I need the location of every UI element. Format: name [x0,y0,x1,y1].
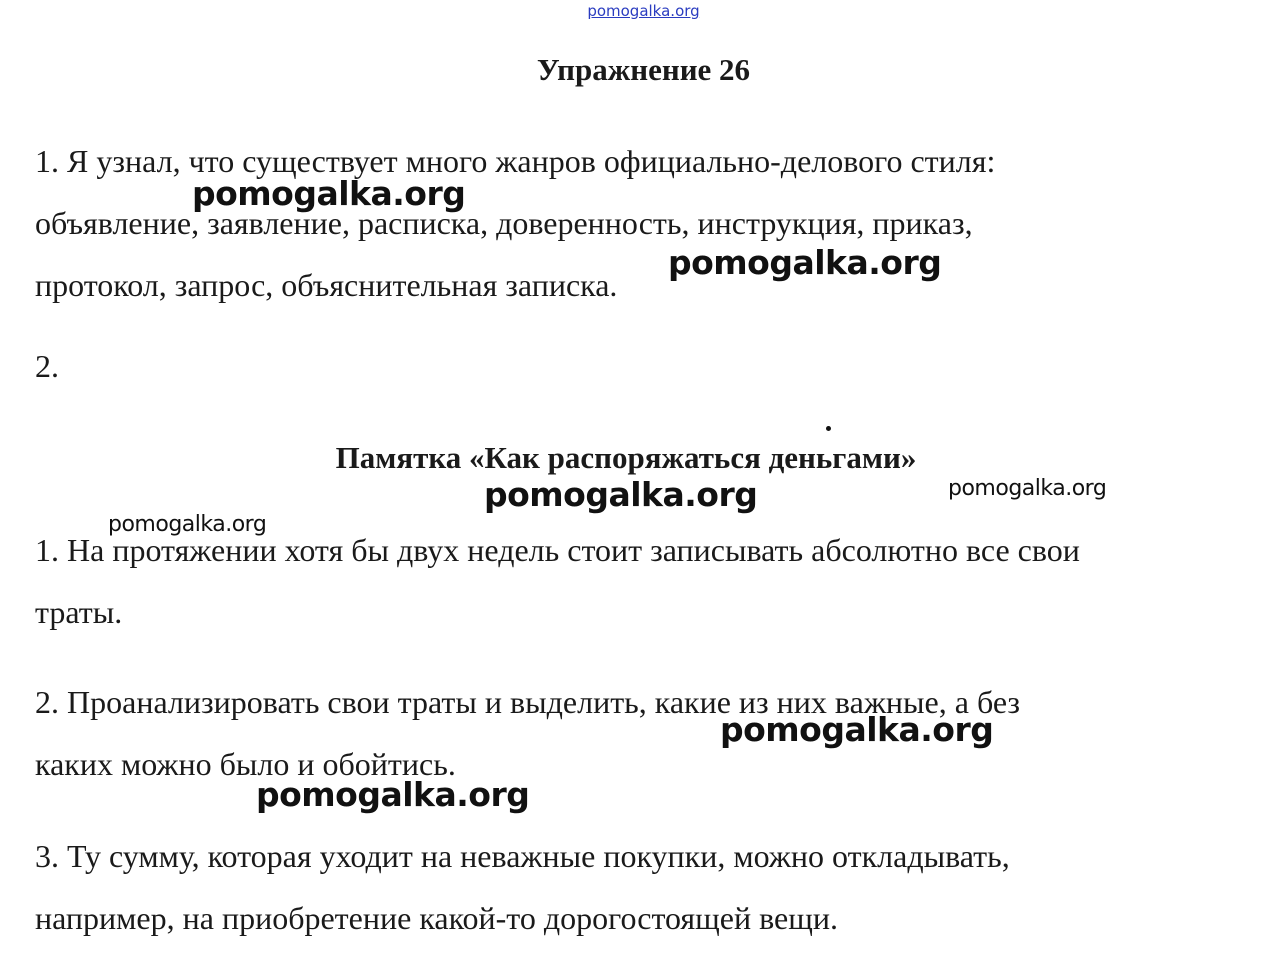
site-link[interactable]: pomogalka.org [587,2,700,20]
stray-dot [826,426,831,431]
memo-line-6: например, на приобретение какой-то дорогостоящей вещи. [35,900,838,936]
item1-line-2: объявление, заявление, расписка, доверенность, инструкция, приказ, [35,205,973,241]
watermark: pomogalka.org [948,476,1107,501]
item1-line-3: протокол, запрос, объяснительная записка. [35,267,618,303]
memo-line-4: каких можно было и обойтись. [35,746,456,782]
watermark: pomogalka.org [192,174,466,213]
watermark: pomogalka.org [720,710,994,749]
memo-line-3: 2. Проанализировать свои траты и выделить, какие из них важные, а без [35,684,1021,720]
item2-label: 2. [35,348,59,384]
watermark: pomogalka.org [256,775,530,814]
item1-line-1: 1. Я узнал, что существует много жанров официально-делового стиля: [35,143,996,179]
memo-line-1: 1. На протяжении хотя бы двух недель стоит записывать абсолютно все свои [35,532,1080,568]
watermark: pomogalka.org [484,475,758,514]
watermark: pomogalka.org [108,512,267,537]
exercise-title: Упражнение 26 [536,52,751,87]
memo-title: Памятка «Как распоряжаться деньгами» [335,440,917,475]
memo-line-2: траты. [35,594,123,630]
memo-line-5: 3. Ту сумму, которая уходит на неважные покупки, можно откладывать, [35,838,1010,874]
watermark: pomogalka.org [668,243,942,282]
